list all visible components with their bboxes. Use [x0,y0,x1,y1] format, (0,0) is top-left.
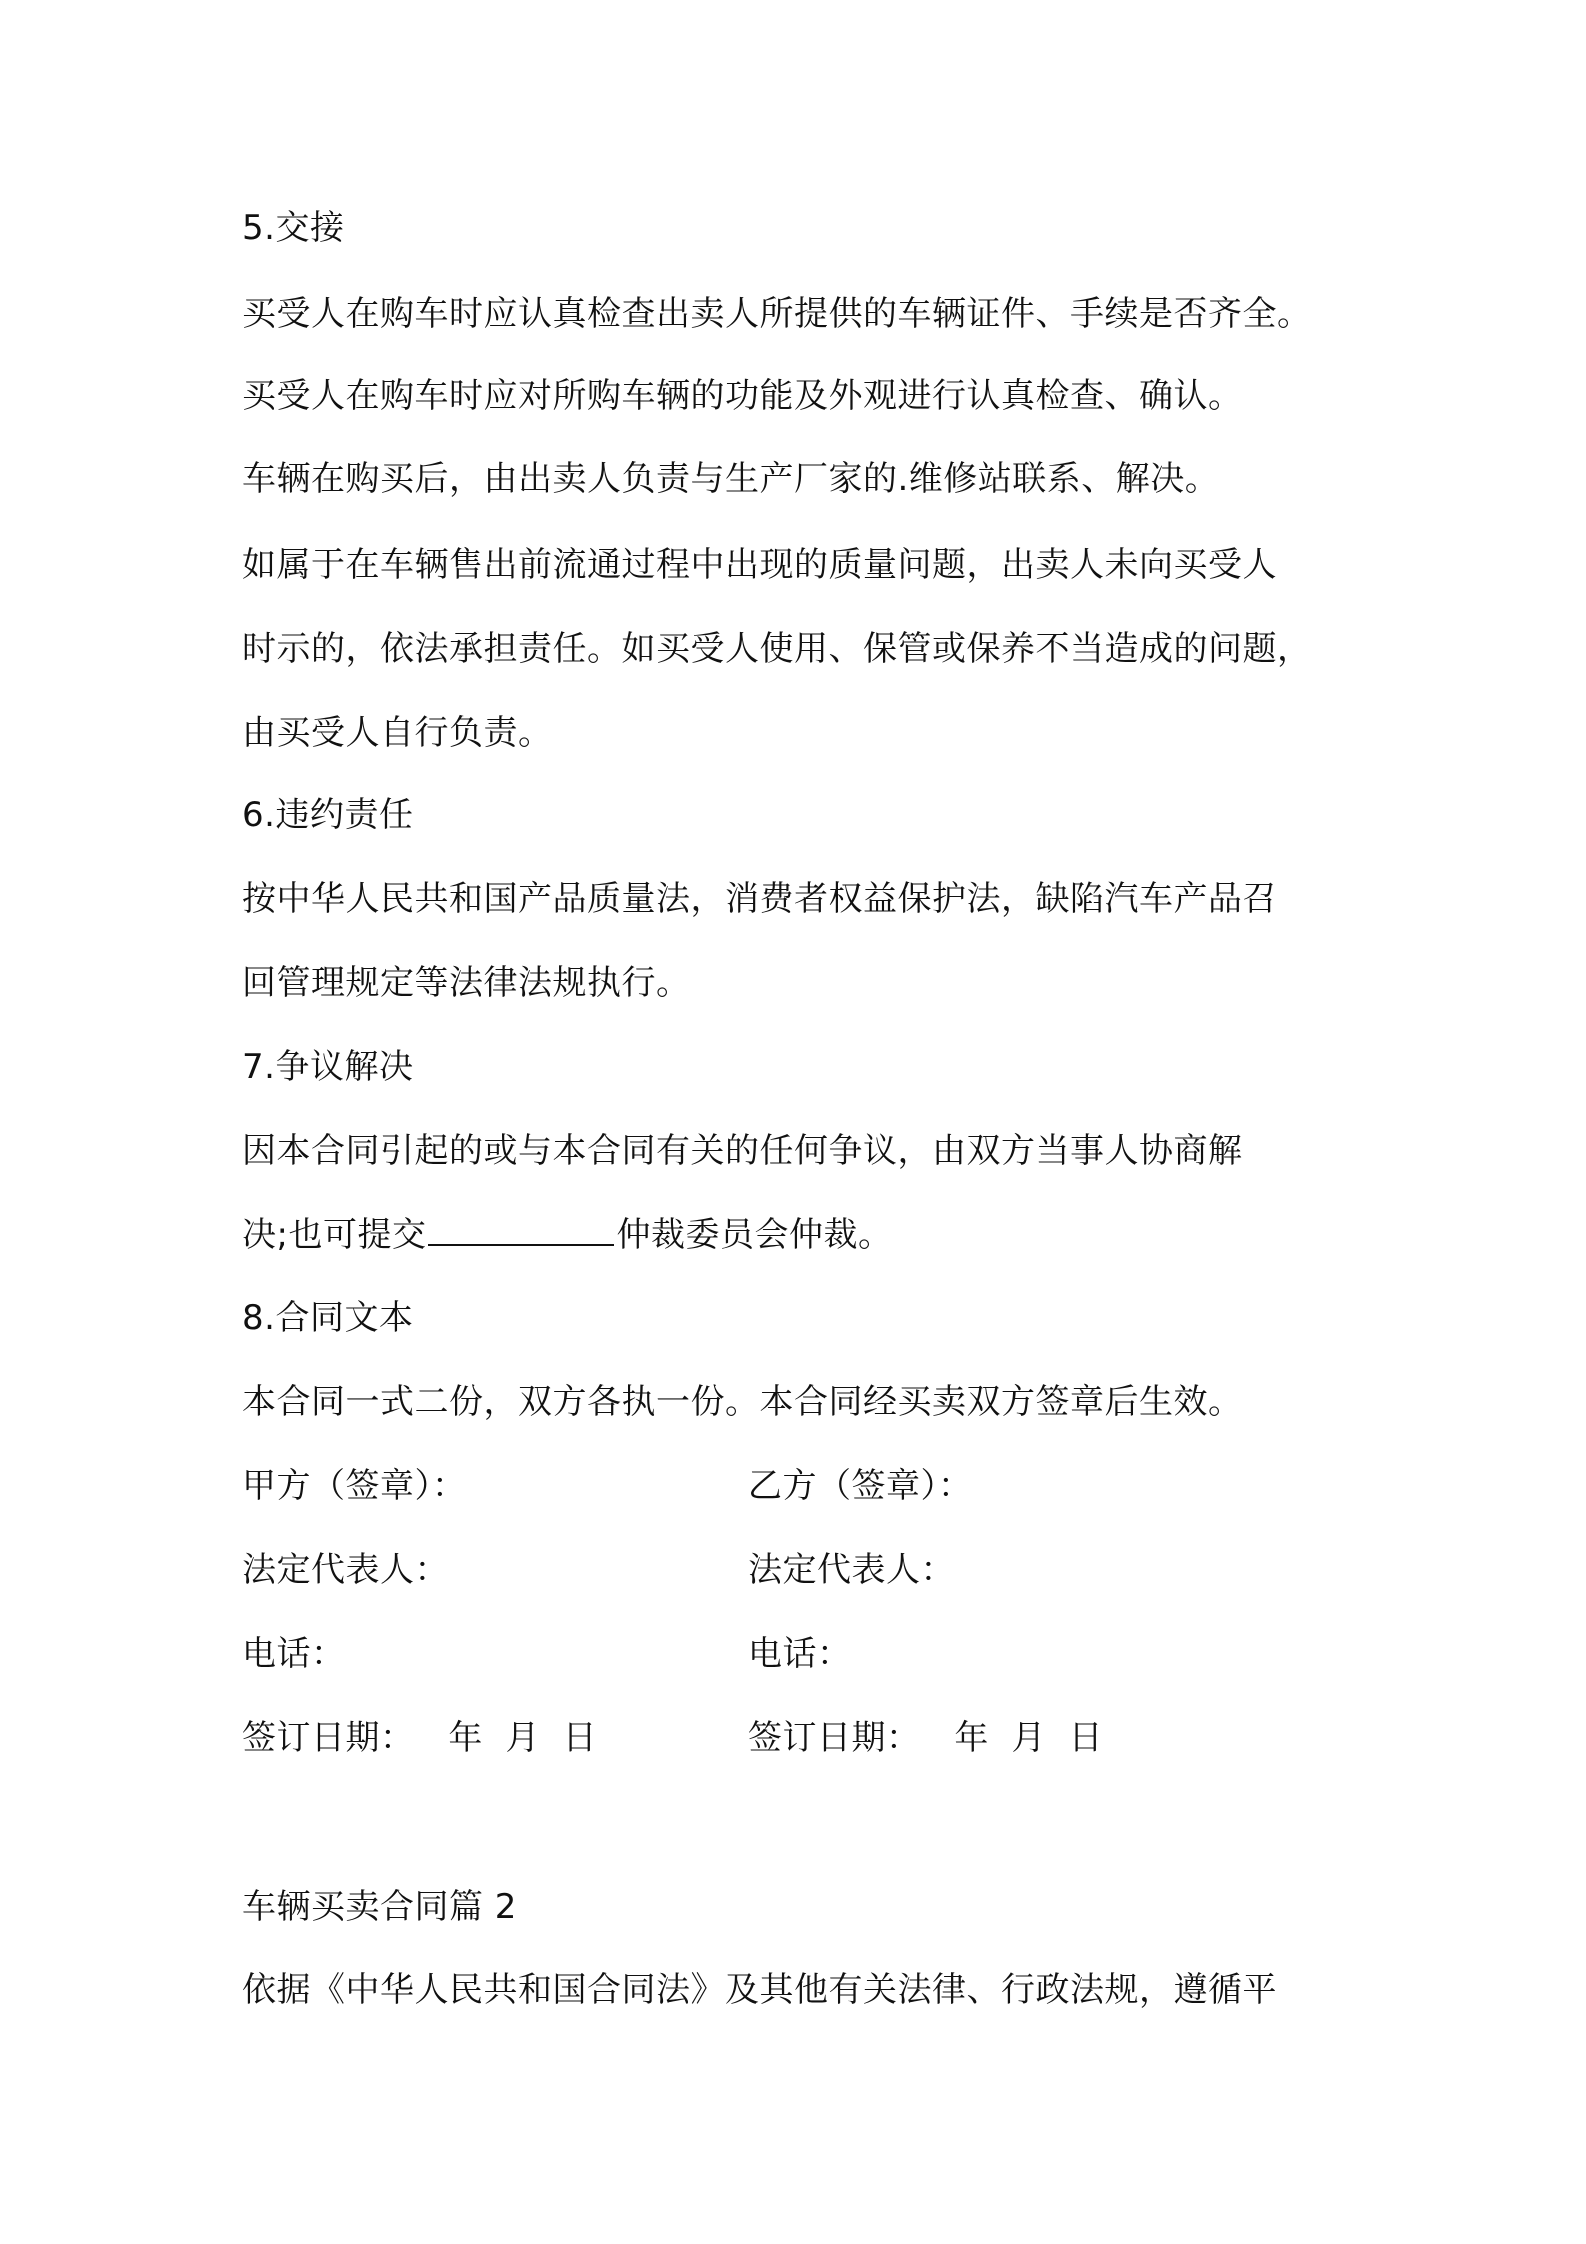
party-b-sign-date: 签订日期： 年 月 日 [748,1718,1104,1758]
party-b-representative: 法定代表人： [748,1550,955,1590]
section-6-line-2: 回管理规定等法律法规执行。 [242,963,691,1003]
section-5-line-1: 买受人在购车时应认真检查出卖人所提供的车辆证件、手续是否齐全。 [242,294,1312,334]
party-a-sign-date: 签订日期： 年 月 日 [242,1718,598,1758]
section-7-heading: 7.争议解决 [242,1047,414,1087]
part-2-line-1: 依据《中华人民共和国合同法》及其他有关法律、行政法规，遵循平 [242,1970,1277,2010]
section-7-line-2-start: 决;也可提交 [242,1215,427,1255]
party-b-signature: 乙方（签章）： [748,1466,973,1506]
section-5-line-6: 由买受人自行负责。 [242,713,553,753]
section-8-heading: 8.合同文本 [242,1298,414,1338]
party-b-phone: 电话： [748,1634,852,1674]
section-7-line-1: 因本合同引起的或与本合同有关的任何争议，由双方当事人协商解 [242,1131,1243,1171]
section-6-heading: 6.违约责任 [242,795,414,835]
arbitration-blank [428,1214,614,1246]
section-5-line-4: 如属于在车辆售出前流通过程中出现的质量问题，出卖人未向买受人 [242,545,1277,585]
party-a-representative: 法定代表人： [242,1550,449,1590]
section-8-line-1: 本合同一式二份，双方各执一份。本合同经买卖双方签章后生效。 [242,1382,1243,1422]
section-5-line-3: 车辆在购买后，由出卖人负责与生产厂家的.维修站联系、解决。 [242,459,1220,499]
section-7-line-2-end: 仲裁委员会仲裁。 [616,1215,893,1255]
section-5-line-2: 买受人在购车时应对所购车辆的功能及外观进行认真检查、确认。 [242,376,1243,416]
section-5-heading: 5.交接 [242,208,345,248]
section-7-line-2 [242,1213,892,1257]
part-2-title: 车辆买卖合同篇 2 [242,1887,517,1927]
party-a-phone: 电话： [242,1634,346,1674]
section-5-line-5: 时示的，依法承担责任。如买受人使用、保管或保养不当造成的问题， [242,629,1312,669]
section-6-line-1: 按中华人民共和国产品质量法，消费者权益保护法，缺陷汽车产品召 [242,879,1277,919]
party-a-signature: 甲方（签章）： [242,1466,467,1506]
